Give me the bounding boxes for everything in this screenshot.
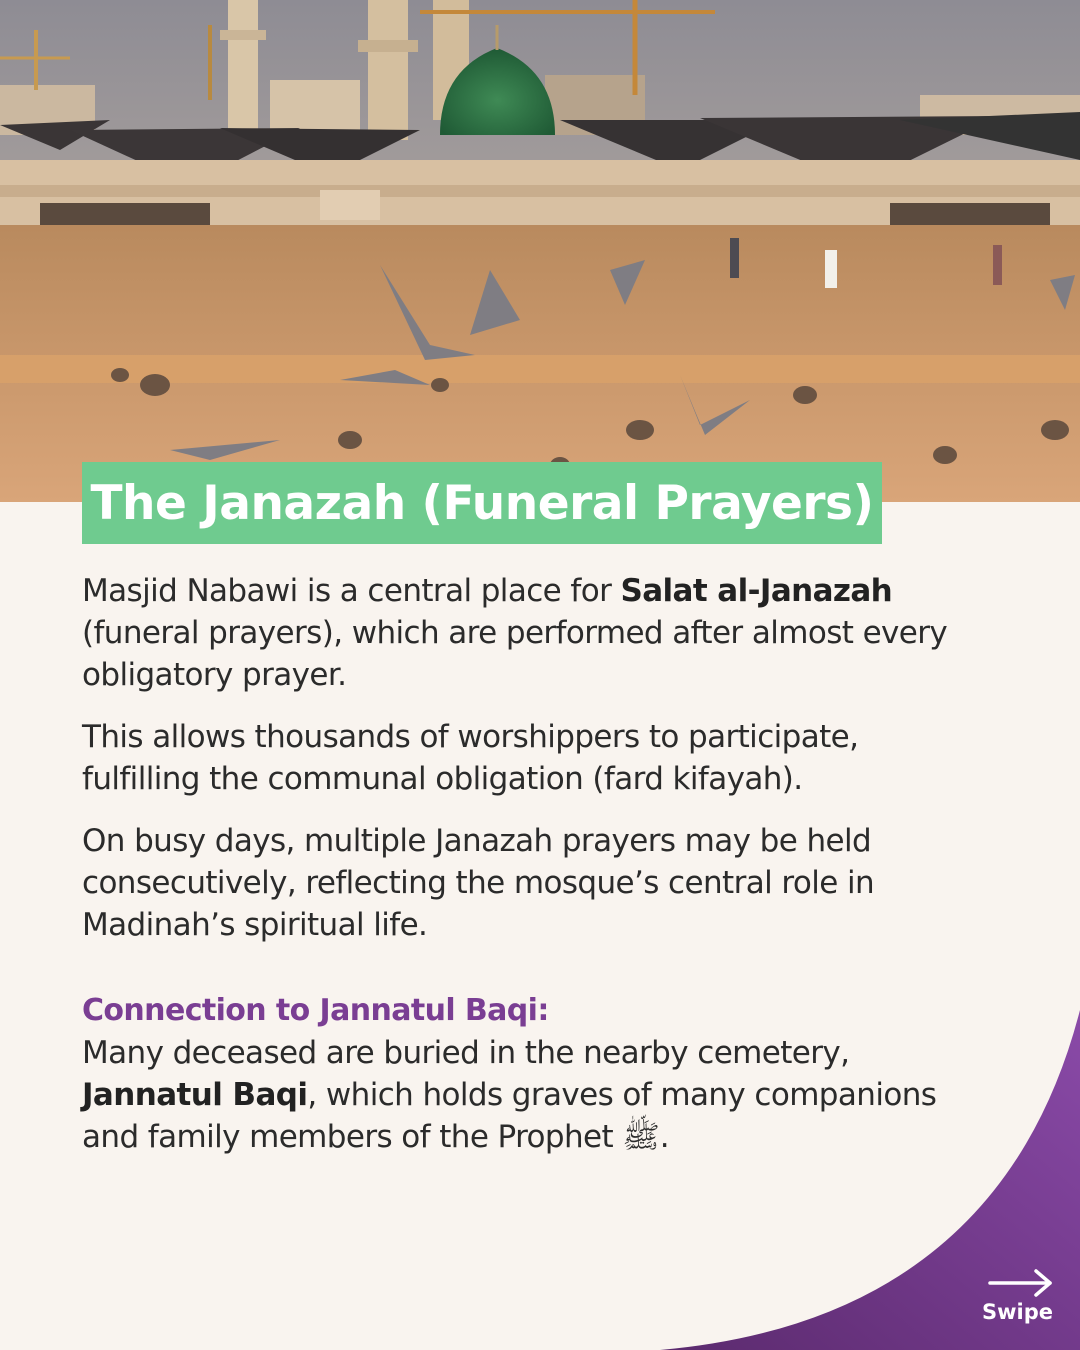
arrow-right-icon[interactable]: [988, 1268, 1054, 1298]
page-title: The Janazah (Funeral Prayers): [90, 475, 874, 531]
header-photo: [0, 0, 1080, 502]
paragraph-1: Masjid Nabawi is a central place for Salat al-Janazah (funeral prayers), which are performed after almost every obligatory prayer.: [82, 573, 948, 693]
paragraph-2: This allows thousands of worshippers to participate, fulfilling the communal obligation (fard kifayah).: [82, 719, 859, 797]
title-banner: [82, 462, 882, 544]
term-salat-al-janazah: Salat al-Janazah: [620, 573, 893, 609]
subheading-jannatul-baqi: Connection to Jannatul Baqi:: [82, 993, 549, 1028]
swipe-button[interactable]: Swipe: [982, 1300, 1053, 1324]
term-jannatul-baqi: Jannatul Baqi: [82, 1077, 308, 1113]
paragraph-3: On busy days, multiple Janazah prayers may be held consecutively, reflecting the mosque’s central role in Madinah’s spiritual life.: [82, 823, 875, 943]
paragraph-4: Many deceased are buried in the nearby cemetery, Jannatul Baqi, which holds graves of many companions and family members of the Prophet ﷺ.: [82, 1035, 937, 1155]
mosque-cemetery-photo: [0, 0, 1080, 502]
